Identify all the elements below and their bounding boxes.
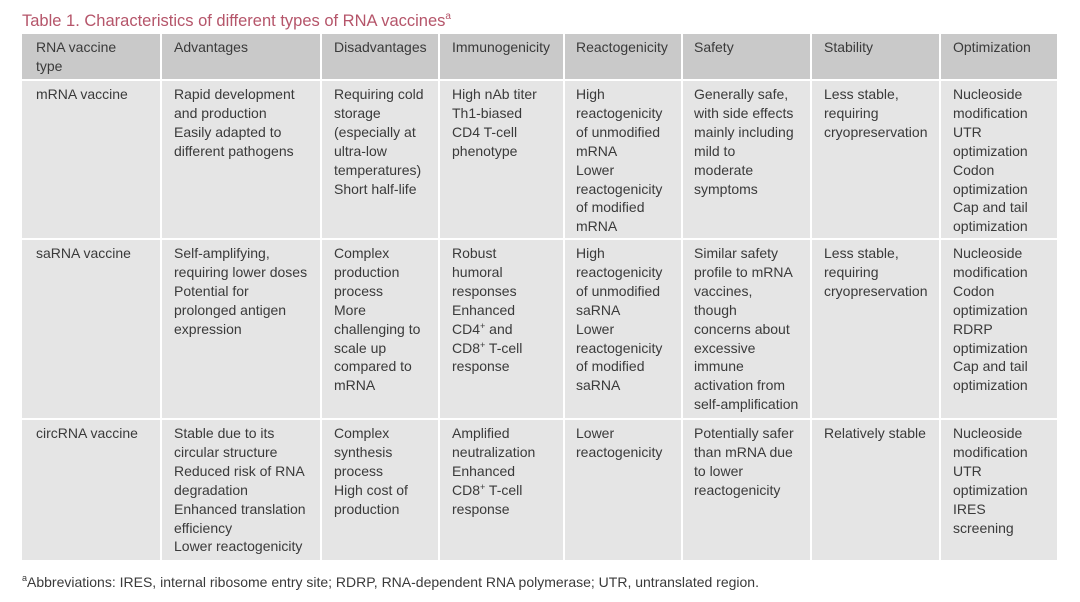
mrna-stability: Less stable, requiring cryopreservation xyxy=(824,86,928,140)
mrna-disadvantages: Requiring cold storage (especially at ultra-low temperatures) Short half-life xyxy=(334,86,424,197)
circrna-safety: Potentially safer than mRNA due to lower reactogenicity xyxy=(694,425,794,498)
table-footnote xyxy=(22,573,759,590)
row-separator xyxy=(22,418,1057,420)
vaccine-table xyxy=(22,34,1057,560)
column-separator xyxy=(681,34,683,560)
sarna-disadvantages: Complex production process More challenging to scale up compared to mRNA xyxy=(334,245,421,394)
sarna-advantages: Self-amplifying, requiring lower doses Potential for prolonged antigen expression xyxy=(174,245,308,337)
sarna-stability: Less stable, requiring cryopreservation xyxy=(824,245,928,299)
mrna-optimization: Nucleoside modification UTR optimization Codon optimization Cap and tail optimization xyxy=(953,86,1028,235)
column-separator xyxy=(438,34,440,560)
row-separator xyxy=(22,79,1057,81)
circrna-reactogenicity: Lower reactogenicity xyxy=(576,425,663,460)
circrna-type: circRNA vaccine xyxy=(36,425,138,441)
table-caption xyxy=(22,11,451,31)
column-separator xyxy=(160,34,162,560)
column-separator xyxy=(939,34,941,560)
header-stability: Stability xyxy=(824,39,874,55)
sarna-reactogenicity: High reactogenicity of unmodified saRNA Lower reactogenicity of modified saRNA xyxy=(576,245,663,394)
header-reactogenicity: Reactogenicity xyxy=(576,39,668,55)
row-separator xyxy=(22,238,1057,240)
circrna-stability: Relatively stable xyxy=(824,425,926,441)
caption-footnote-marker: a xyxy=(445,11,451,22)
mrna-advantages: Rapid development and production Easily adapted to different pathogens xyxy=(174,86,295,159)
footnote-text: Abbreviations: IRES, internal ribosome entry site; RDRP, RNA-dependent RNA polymerase; UTR, untranslated region. xyxy=(27,574,759,590)
sarna-type: saRNA vaccine xyxy=(36,245,131,261)
footnote-marker: a xyxy=(22,573,28,583)
sarna-immunogenicity: Robust humoral responses Enhanced CD4+ and CD8+ T-cell response xyxy=(452,245,523,375)
sarna-optimization: Nucleoside modification Codon optimization RDRP optimization Cap and tail optimization xyxy=(953,245,1028,394)
mrna-safety: Generally safe, with side effects mainly including mild to moderate symptoms xyxy=(694,86,794,197)
header-optimization: Optimization xyxy=(953,39,1031,55)
mrna-type: mRNA vaccine xyxy=(36,86,128,102)
circrna-optimization: Nucleoside modification UTR optimization IRES screening xyxy=(953,425,1028,536)
column-separator xyxy=(563,34,565,560)
circrna-disadvantages: Complex synthesis process High cost of production xyxy=(334,425,408,517)
caption-text: Table 1. Characteristics of different types of RNA vaccines xyxy=(22,12,446,30)
header-immunogenicity: Immunogenicity xyxy=(452,39,551,55)
mrna-immunogenicity: High nAb titer Th1-biased CD4 T-cell phenotype xyxy=(452,86,537,159)
header-disadvantages: Disadvantages xyxy=(334,39,427,55)
header-type xyxy=(36,38,116,76)
header-type-line-1: RNA vaccine xyxy=(36,39,117,55)
circrna-immunogenicity: Amplified neutralization Enhanced CD8+ T-cell response xyxy=(452,425,536,517)
header-advantages: Advantages xyxy=(174,39,248,55)
header-safety: Safety xyxy=(694,39,734,55)
column-separator xyxy=(320,34,322,560)
mrna-reactogenicity: High reactogenicity of unmodified mRNA Lower reactogenicity of modified mRNA xyxy=(576,86,663,235)
header-type-line-2: type xyxy=(36,57,63,74)
column-separator xyxy=(810,34,812,560)
circrna-advantages: Stable due to its circular structure Reduced risk of RNA degradation Enhanced translation efficiency Lower reactogenicity xyxy=(174,425,306,555)
sarna-safety: Similar safety profile to mRNA vaccines, though concerns about excessive immune activation from self-amplification xyxy=(694,245,799,413)
